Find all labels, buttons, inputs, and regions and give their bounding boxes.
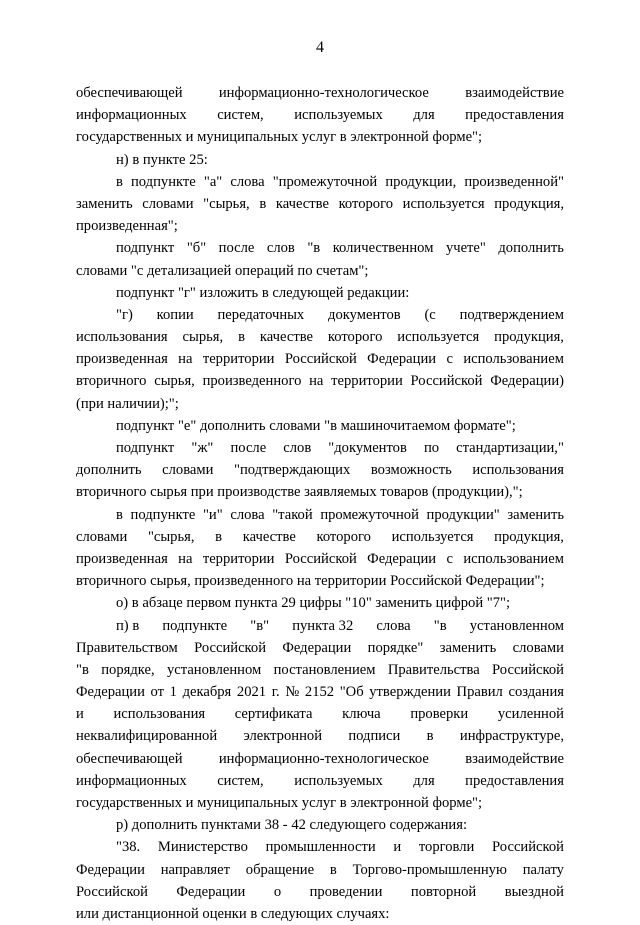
word: установленном — [166, 661, 262, 678]
text-line — [76, 126, 564, 148]
word: "в — [307, 240, 321, 257]
word: установленном — [469, 617, 564, 634]
word: информационно-технологическое — [218, 85, 429, 101]
line-text: подпункт "е" дополнить словами "в машиночитаемом формате"; — [116, 417, 516, 434]
word: "такой — [272, 506, 313, 523]
word: словами — [162, 462, 214, 479]
word: использования — [472, 462, 564, 479]
word: "и" — [202, 506, 223, 523]
word: "Об — [339, 684, 364, 701]
word: используется — [402, 195, 485, 212]
line-text: словами "с детализацией операций по счетам"; — [76, 262, 369, 279]
text-line — [76, 703, 564, 725]
word: информационных — [76, 772, 187, 789]
word: Федерации — [282, 639, 352, 656]
text-line — [76, 370, 564, 392]
word: на — [178, 550, 193, 567]
text-line — [76, 437, 564, 459]
word: порядке" — [367, 639, 424, 656]
text-line — [76, 592, 564, 614]
word: промежуточной — [320, 506, 419, 523]
word: стандартизации," — [456, 440, 564, 456]
text-line — [76, 615, 564, 637]
word: территории — [202, 351, 275, 368]
word: продукция, — [494, 195, 564, 212]
word: "а" — [203, 173, 223, 190]
document-body — [76, 82, 564, 925]
text-line — [76, 681, 564, 703]
word: "б" — [186, 240, 207, 257]
word: промышленности — [265, 839, 376, 856]
word: порядке, — [101, 661, 155, 678]
word: систем, — [217, 107, 264, 124]
word: Федерации) — [490, 373, 564, 390]
word: г. — [271, 684, 280, 701]
text-line — [76, 637, 564, 659]
text-line — [76, 149, 564, 171]
text-line — [76, 881, 564, 903]
word: произведенная — [76, 550, 168, 567]
word: в — [116, 506, 123, 523]
word: после — [230, 440, 267, 456]
word: Российской — [284, 351, 357, 368]
word: 2152 — [304, 684, 335, 701]
word: качестве — [242, 528, 296, 545]
text-line — [76, 504, 564, 526]
text-line — [76, 82, 564, 104]
word: (с — [424, 306, 436, 323]
word: подпункте — [162, 617, 228, 634]
page-number: 4 — [316, 39, 324, 56]
word: словами — [512, 639, 564, 656]
word: Российской — [76, 883, 148, 900]
word: подпункте — [130, 506, 196, 523]
word: Российской — [492, 661, 564, 678]
word: "г) — [116, 306, 133, 323]
word: использования — [113, 706, 206, 723]
word: используемых — [294, 107, 383, 124]
text-line — [76, 792, 564, 814]
word: обеспечивающей — [76, 85, 183, 101]
text-line — [76, 836, 564, 858]
word: вторичного — [76, 373, 147, 390]
word: подпункте — [131, 173, 196, 190]
word: сертификата — [234, 706, 313, 723]
word: в — [238, 329, 245, 346]
word: после — [218, 240, 255, 257]
word: подпункт — [116, 440, 175, 456]
text-line — [76, 104, 564, 126]
text-line — [76, 814, 564, 836]
word: Правительства — [387, 661, 480, 678]
text-line — [76, 481, 564, 503]
word: подписи — [348, 728, 401, 745]
word: проверки — [410, 706, 469, 723]
line-text: произведенная"; — [76, 218, 178, 235]
word: Российской — [194, 639, 266, 656]
word: "в — [76, 661, 89, 678]
word: предоставления — [465, 107, 564, 124]
text-line — [76, 215, 564, 237]
line-text: вторичного сырья, произведенного на территории Российской Федерации"; — [76, 573, 545, 590]
line-text: или дистанционной оценки в следующих случаях: — [76, 905, 390, 922]
word: словами — [76, 528, 128, 545]
word: с — [446, 351, 453, 368]
word: усиленной — [497, 706, 564, 723]
word: использованием — [463, 351, 564, 368]
word: использования — [76, 329, 168, 346]
word: Министерство — [157, 839, 248, 856]
word: использованием — [463, 550, 564, 567]
word: и — [76, 706, 84, 723]
word: продукции, — [385, 173, 457, 190]
word: заменить — [439, 639, 497, 656]
text-line — [76, 282, 564, 304]
word: слов — [266, 240, 295, 257]
line-text: подпункт "г" изложить в следующей редакции: — [116, 284, 410, 301]
word: документов — [328, 306, 401, 323]
word: Федерации — [176, 883, 246, 900]
word: информационных — [76, 107, 187, 124]
line-text: р) дополнить пунктами 38 - 42 следующего содержания: — [116, 817, 468, 834]
text-line — [76, 748, 564, 770]
word: "38. — [116, 839, 141, 856]
word: возможность — [370, 462, 452, 479]
text-line — [76, 237, 564, 259]
word: по — [423, 440, 440, 456]
text-line — [76, 859, 564, 881]
word: используемых — [294, 772, 383, 789]
word: передаточных — [217, 306, 305, 323]
word: неквалифицированной — [76, 728, 218, 745]
word: от — [150, 684, 165, 701]
word: в — [426, 728, 434, 745]
word: Российской — [284, 550, 357, 567]
word: подтверждением — [459, 306, 564, 323]
line-text: (при наличии);"; — [76, 395, 179, 412]
word: постановлением — [273, 661, 376, 678]
word: взаимодействие — [465, 750, 564, 767]
word: № — [285, 684, 300, 701]
word: "сырья, — [203, 195, 250, 212]
word: которого — [316, 528, 371, 545]
word: Федерации — [367, 351, 437, 368]
word: ключа — [342, 706, 381, 723]
word: на — [309, 373, 324, 390]
word: информационно-технологическое — [218, 750, 429, 767]
word: дополнить — [498, 240, 564, 257]
word: обращение — [245, 861, 315, 878]
text-line — [76, 304, 564, 326]
word: для — [413, 107, 435, 124]
word: используется — [397, 329, 480, 346]
word: слова — [376, 617, 411, 634]
text-line — [76, 415, 564, 437]
word: торговли — [418, 839, 475, 856]
text-line — [76, 570, 564, 592]
word: в — [116, 173, 123, 190]
word: "подтверждающих — [234, 462, 351, 479]
word: продукции" — [426, 506, 500, 523]
word: качестве — [275, 195, 329, 212]
word: декабря — [182, 684, 232, 701]
word: создания — [508, 684, 564, 701]
word: дополнить — [76, 462, 142, 479]
word: на — [178, 351, 193, 368]
word: систем, — [217, 772, 264, 789]
text-line — [76, 348, 564, 370]
text-line — [76, 548, 564, 570]
word: Федерации — [367, 550, 437, 567]
text-line — [76, 770, 564, 792]
text-line — [76, 526, 564, 548]
word: и — [393, 839, 402, 856]
text-line — [76, 903, 564, 925]
word: Российской — [410, 373, 483, 390]
word: для — [413, 772, 435, 789]
word: словами — [142, 195, 194, 212]
text-line — [76, 171, 564, 193]
text-line — [76, 459, 564, 481]
word: Федерации — [76, 861, 145, 878]
word: взаимодействие — [465, 85, 564, 101]
word: сырья, — [154, 373, 195, 390]
text-line — [76, 659, 564, 681]
text-line — [76, 725, 564, 747]
word: "в" — [250, 617, 270, 634]
text-line — [76, 260, 564, 282]
word: слов — [283, 440, 312, 456]
word: копии — [156, 306, 194, 323]
word: которого — [327, 329, 383, 346]
line-text: вторичного сырья при производстве заявляемых товаров (продукции),"; — [76, 484, 523, 501]
word: п) в — [116, 617, 140, 634]
word: Правил — [456, 684, 503, 701]
word: обеспечивающей — [76, 750, 183, 767]
text-line — [76, 393, 564, 415]
word: направляет — [160, 861, 230, 878]
word: слова — [230, 173, 265, 190]
word: сырья, — [182, 329, 224, 346]
word: в — [329, 861, 337, 878]
word: Торгово-промышленную — [352, 861, 507, 878]
word: количественном — [332, 240, 434, 257]
word: произведенного — [202, 373, 302, 390]
word: предоставления — [465, 772, 564, 789]
line-text: н) в пункте 25: — [116, 151, 208, 168]
word: продукция, — [494, 329, 564, 346]
word: продукция, — [494, 528, 564, 545]
word: повторной — [410, 883, 477, 900]
word: произведенной" — [464, 173, 564, 190]
word: "сырья, — [147, 528, 195, 545]
word: выездной — [504, 883, 564, 900]
word: Федерации — [76, 684, 145, 701]
word: слова — [230, 506, 265, 523]
word: заменить — [507, 506, 564, 523]
word: палату — [522, 861, 564, 878]
word: "промежуточной — [272, 173, 378, 190]
word: Правительством — [76, 639, 178, 656]
word: в — [215, 528, 223, 545]
word: территории — [202, 550, 275, 567]
line-text: государственных и муниципальных услуг в электронной форме"; — [76, 795, 483, 811]
word: в — [259, 195, 267, 212]
word: произведенная — [76, 351, 168, 368]
word: 2021 — [236, 684, 267, 701]
word: "документов — [328, 440, 407, 456]
line-text: о) в абзаце первом пункта 29 цифры "10" заменить цифрой "7"; — [116, 595, 511, 612]
word: электронной — [243, 728, 323, 745]
word: заменить — [76, 195, 133, 212]
text-line — [76, 326, 564, 348]
word: подпункт — [116, 240, 175, 257]
word: используется — [391, 528, 474, 545]
word: инфраструктуре, — [459, 728, 564, 745]
line-text: государственных и муниципальных услуг в электронной форме"; — [76, 129, 483, 146]
word: территории — [331, 373, 403, 390]
word: "ж" — [191, 440, 214, 456]
word: проведении — [309, 883, 383, 900]
word: качестве — [259, 329, 313, 346]
word: учете" — [445, 240, 486, 257]
word: о — [273, 883, 282, 900]
text-line — [76, 193, 564, 215]
word: 1 — [169, 684, 177, 701]
word: которого — [338, 195, 394, 212]
word: Российской — [492, 839, 564, 856]
word: пункта 32 — [292, 617, 354, 634]
word: с — [446, 550, 453, 567]
word: "в — [433, 617, 447, 634]
word: утверждении — [369, 684, 451, 701]
